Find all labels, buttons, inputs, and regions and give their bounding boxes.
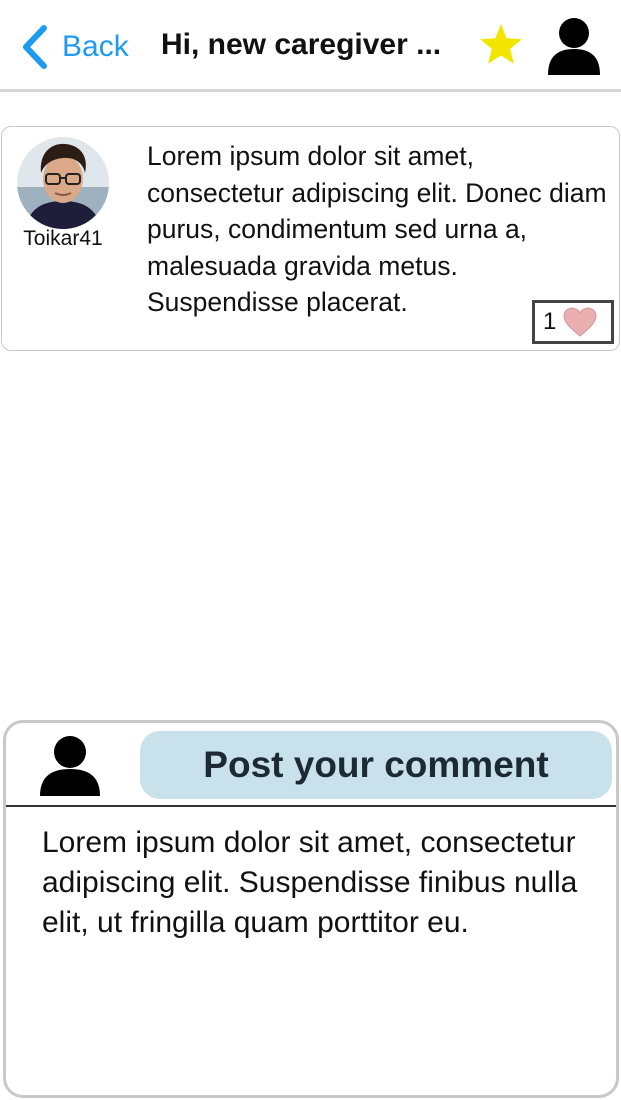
back-button[interactable] xyxy=(20,24,129,70)
post-text: Lorem ipsum dolor sit amet, consectetur adipiscing elit. Donec diam purus, condimentum sed urna a, malesuada gravida metus. Suspendisse placerat. xyxy=(147,141,607,317)
like-button[interactable] xyxy=(532,300,614,344)
avatar-photo xyxy=(17,137,109,229)
star-icon[interactable] xyxy=(478,22,524,66)
heart-icon xyxy=(562,306,598,338)
post-comment-button[interactable]: Post your comment xyxy=(140,731,612,799)
divider xyxy=(6,805,619,807)
post-username[interactable]: Toikar41 xyxy=(23,227,103,250)
avatar[interactable] xyxy=(17,137,109,229)
comment-input[interactable]: Lorem ipsum dolor sit amet, consectetur adipiscing elit. Suspendisse finibus nulla elit, ut fringilla quam porttitor eu. xyxy=(42,826,578,939)
user-icon[interactable] xyxy=(546,16,602,76)
post-card xyxy=(1,126,620,351)
header-bar xyxy=(0,0,621,92)
page-title: Hi, new caregiver ... xyxy=(161,28,442,61)
chevron-left-icon xyxy=(20,24,50,70)
back-label: Back xyxy=(62,30,129,63)
comment-panel xyxy=(3,720,619,1098)
user-icon xyxy=(38,735,102,797)
like-count: 1 xyxy=(543,308,557,335)
